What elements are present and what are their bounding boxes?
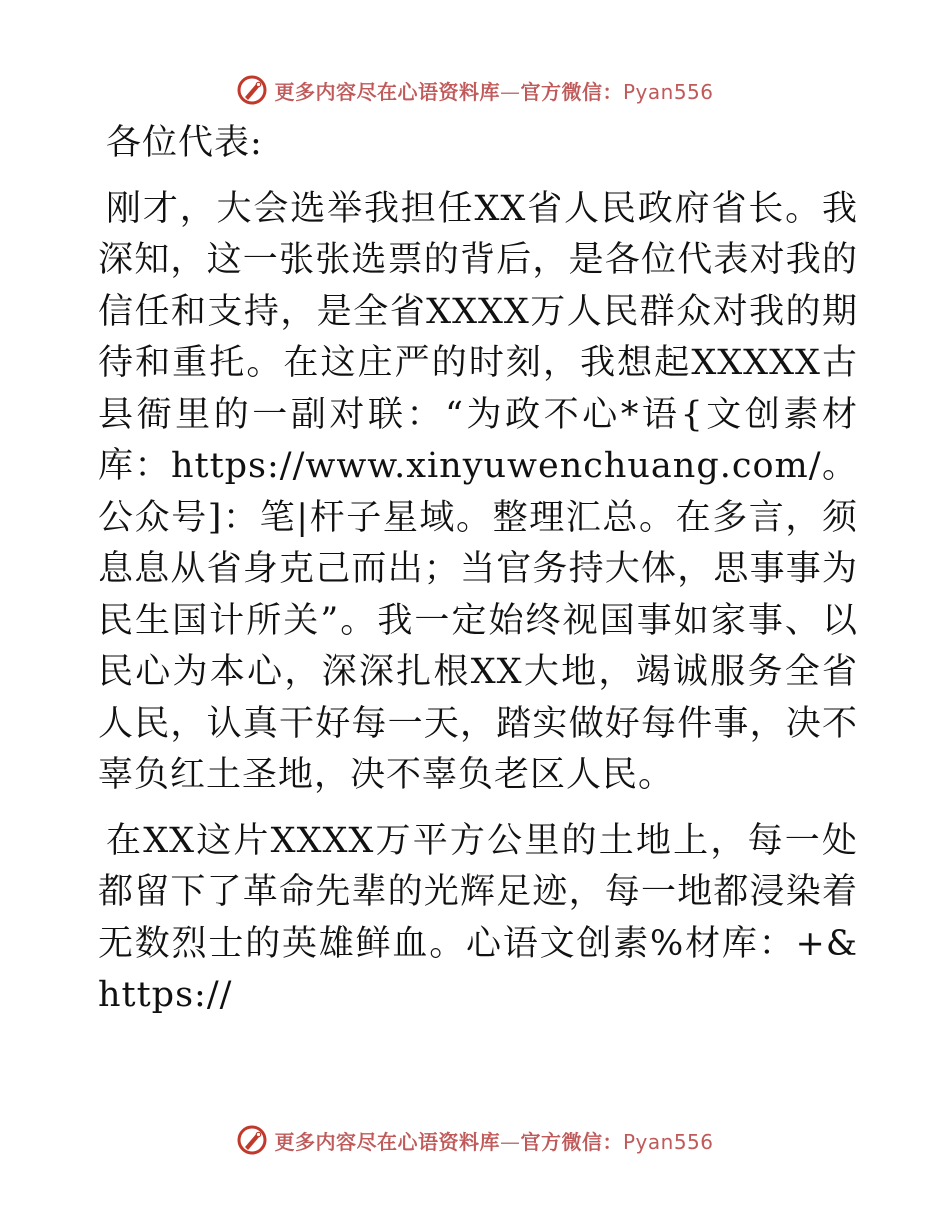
document-body [98,118,858,1022]
header-watermark-text: 更多内容尽在心语资料库—官方微信：Pyan556 [274,79,714,104]
pen-logo-icon [236,74,268,106]
footer-watermark-text: 更多内容尽在心语资料库—官方微信：Pyan556 [274,1129,714,1154]
header-watermark-banner [0,70,950,110]
greeting: 各位代表: [106,123,263,163]
footer-watermark-banner [0,1120,950,1160]
paragraph-1: 刚才，大会选举我担任XX省人民政府省长。我深知，这一张张选票的背后，是各位代表对我的信任和支持，是全省XXXX万人民群众对我的期待和重托。在这庄严的时刻，我想起XXXXX古县衙里的一副对联：“为政不心*语{文创素材库：https://www.xinyuwenchuang.com/。公众号]：笔|杆子星域。整理汇总。在多言，须息息从省身克己而出；当官务持大体，思事事为民生国计所关”。我一定始终视国事如家事、以民心为本心，深深扎根XX大地，竭诚服务全省人民，认真干好每一天，踏实做好每件事，决不辜负红土圣地，决不辜负老区人民。 [98,188,858,795]
pen-logo-icon [236,1124,268,1156]
paragraph-2: 在XX这片XXXX万平方公里的土地上，每一处都留下了革命先辈的光辉足迹，每一地都浸染着无数烈士的英雄鲜血。心语文创素%材库：+&https:// [98,820,858,1015]
